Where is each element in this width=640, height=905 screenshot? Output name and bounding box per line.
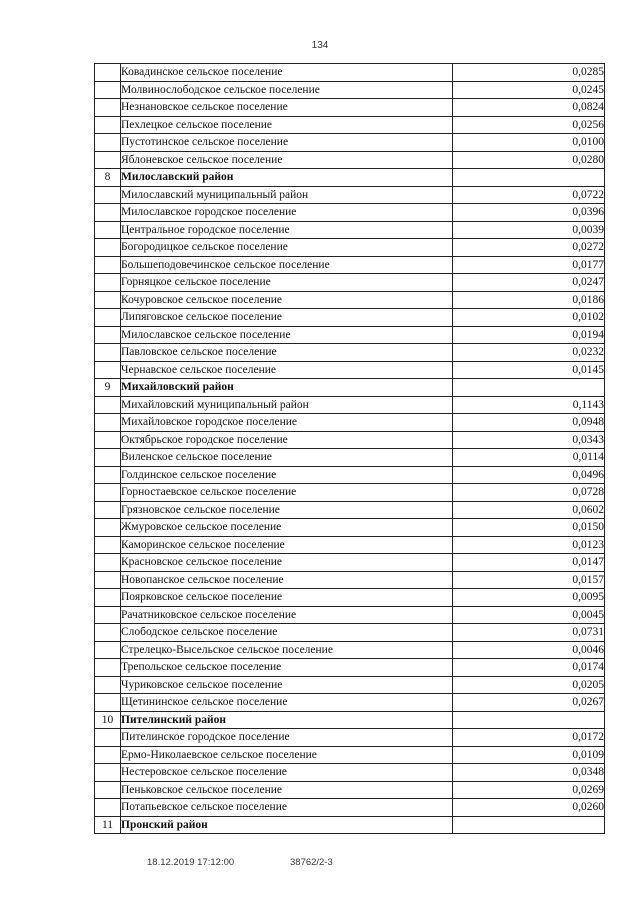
district-row xyxy=(95,711,605,729)
settlement-name: Потапьевское сельское поселение xyxy=(121,799,453,817)
coefficient-value: 0,0348 xyxy=(453,764,605,782)
row-number xyxy=(95,274,121,292)
table-row xyxy=(95,116,605,134)
district-row xyxy=(95,379,605,397)
coefficient-value xyxy=(453,711,605,729)
settlement-name: Молвинослободское сельское поселение xyxy=(121,81,453,99)
settlement-name: Чуриковское сельское поселение xyxy=(121,676,453,694)
settlement-name: Голдинское сельское поселение xyxy=(121,466,453,484)
settlement-name: Октябрьское городское поселение xyxy=(121,431,453,449)
settlement-name: Павловское сельское поселение xyxy=(121,344,453,362)
row-number xyxy=(95,484,121,502)
settlement-name: Пустотинское сельское поселение xyxy=(121,134,453,152)
table-row xyxy=(95,186,605,204)
coefficient-value: 0,0123 xyxy=(453,536,605,554)
settlement-name: Липяговское сельское поселение xyxy=(121,309,453,327)
table-row xyxy=(95,641,605,659)
settlement-name: Горняцкое сельское поселение xyxy=(121,274,453,292)
coefficient-value: 0,0150 xyxy=(453,519,605,537)
settlement-name: Пителинский район xyxy=(121,711,453,729)
coefficient-value: 0,0260 xyxy=(453,799,605,817)
table-row xyxy=(95,256,605,274)
table-row xyxy=(95,624,605,642)
settlement-name: Кочуровское сельское поселение xyxy=(121,291,453,309)
table-row xyxy=(95,484,605,502)
row-number xyxy=(95,519,121,537)
row-number xyxy=(95,554,121,572)
table-row xyxy=(95,466,605,484)
coefficient-value: 0,0147 xyxy=(453,554,605,572)
table-row xyxy=(95,449,605,467)
table-row xyxy=(95,221,605,239)
row-number xyxy=(95,151,121,169)
settlement-name: Слободское сельское поселение xyxy=(121,624,453,642)
coefficient-value: 0,0095 xyxy=(453,589,605,607)
settlement-name: Щетининское сельское поселение xyxy=(121,694,453,712)
row-number xyxy=(95,326,121,344)
row-number xyxy=(95,221,121,239)
row-number xyxy=(95,536,121,554)
coefficient-value: 0,0602 xyxy=(453,501,605,519)
settlement-name: Центральное городское поселение xyxy=(121,221,453,239)
table-row xyxy=(95,396,605,414)
row-number xyxy=(95,449,121,467)
row-number xyxy=(95,746,121,764)
coefficient-value: 0,0245 xyxy=(453,81,605,99)
row-number xyxy=(95,694,121,712)
settlement-name: Милославское сельское поселение xyxy=(121,326,453,344)
table-body xyxy=(95,64,605,834)
table-row xyxy=(95,764,605,782)
coefficient-value: 0,0269 xyxy=(453,781,605,799)
settlement-name: Пителинское городское поселение xyxy=(121,729,453,747)
table-row xyxy=(95,589,605,607)
coefficient-value: 0,0102 xyxy=(453,309,605,327)
settlement-name: Яблоневское сельское поселение xyxy=(121,151,453,169)
table-row xyxy=(95,134,605,152)
row-number xyxy=(95,606,121,624)
table-row xyxy=(95,204,605,222)
row-number xyxy=(95,641,121,659)
district-row xyxy=(95,169,605,187)
row-number xyxy=(95,466,121,484)
settlement-name: Михайловский район xyxy=(121,379,453,397)
settlement-name: Милославский район xyxy=(121,169,453,187)
table-row xyxy=(95,694,605,712)
row-number xyxy=(95,676,121,694)
table-row xyxy=(95,344,605,362)
table-row xyxy=(95,151,605,169)
settlement-name: Чернавское сельское поселение xyxy=(121,361,453,379)
settlement-name: Михайловский муниципальный район xyxy=(121,396,453,414)
row-number xyxy=(95,571,121,589)
row-number xyxy=(95,186,121,204)
table-row xyxy=(95,414,605,432)
row-number xyxy=(95,414,121,432)
row-number xyxy=(95,239,121,257)
settlement-name: Камоpинское сельское поселение xyxy=(121,536,453,554)
coefficient-value: 0,0145 xyxy=(453,361,605,379)
table-row xyxy=(95,361,605,379)
data-table xyxy=(94,63,605,834)
row-number xyxy=(95,624,121,642)
settlement-name: Красновское сельское поселение xyxy=(121,554,453,572)
row-number xyxy=(95,204,121,222)
settlement-name: Пехлецкое сельское поселение xyxy=(121,116,453,134)
row-number: 10 xyxy=(95,711,121,729)
coefficient-value: 0,0045 xyxy=(453,606,605,624)
row-number xyxy=(95,431,121,449)
row-number: 9 xyxy=(95,379,121,397)
table-row xyxy=(95,81,605,99)
table-row xyxy=(95,659,605,677)
row-number xyxy=(95,81,121,99)
settlement-name: Жмуровское сельское поселение xyxy=(121,519,453,537)
settlement-name: Пронский район xyxy=(121,816,453,834)
row-number xyxy=(95,116,121,134)
coefficient-value: 0,0186 xyxy=(453,291,605,309)
table-row xyxy=(95,554,605,572)
settlement-name: Трепольское сельское поселение xyxy=(121,659,453,677)
coefficient-value: 0,0114 xyxy=(453,449,605,467)
row-number xyxy=(95,256,121,274)
table-row xyxy=(95,606,605,624)
coefficient-value xyxy=(453,816,605,834)
coefficient-value: 0,0172 xyxy=(453,729,605,747)
coefficient-value: 0,0256 xyxy=(453,116,605,134)
coefficient-value: 0,0232 xyxy=(453,344,605,362)
coefficient-value: 0,0046 xyxy=(453,641,605,659)
row-number xyxy=(95,799,121,817)
table-row xyxy=(95,571,605,589)
coefficient-value: 0,0396 xyxy=(453,204,605,222)
settlement-name: Горностаевское сельское поселение xyxy=(121,484,453,502)
coefficient-value: 0,1143 xyxy=(453,396,605,414)
coefficient-value: 0,0948 xyxy=(453,414,605,432)
row-number xyxy=(95,781,121,799)
coefficient-value: 0,0280 xyxy=(453,151,605,169)
coefficient-value: 0,0100 xyxy=(453,134,605,152)
settlement-name: Ковадинское сельское поселение xyxy=(121,64,453,82)
table-row xyxy=(95,676,605,694)
table-row xyxy=(95,99,605,117)
coefficient-value: 0,0109 xyxy=(453,746,605,764)
row-number: 8 xyxy=(95,169,121,187)
table-row xyxy=(95,519,605,537)
row-number xyxy=(95,344,121,362)
row-number xyxy=(95,291,121,309)
table-row xyxy=(95,501,605,519)
table-row xyxy=(95,291,605,309)
footer-code: 38762/2-3 xyxy=(290,857,333,868)
coefficient-value: 0,0174 xyxy=(453,659,605,677)
district-row xyxy=(95,816,605,834)
row-number xyxy=(95,64,121,82)
row-number xyxy=(95,729,121,747)
row-number xyxy=(95,309,121,327)
coefficient-value: 0,0039 xyxy=(453,221,605,239)
table-row xyxy=(95,326,605,344)
coefficient-value xyxy=(453,379,605,397)
settlement-name: Стрелецко-Высельское сельское поселение xyxy=(121,641,453,659)
row-number xyxy=(95,764,121,782)
table-row xyxy=(95,431,605,449)
table-row xyxy=(95,309,605,327)
settlement-name: Михайловское городское поселение xyxy=(121,414,453,432)
settlement-name: Ермо-Николаевское сельское поселение xyxy=(121,746,453,764)
coefficient-value: 0,0731 xyxy=(453,624,605,642)
settlement-name: Нестеровское сельское поселение xyxy=(121,764,453,782)
settlement-name: Пеньковское сельское поселение xyxy=(121,781,453,799)
page-number: 134 xyxy=(311,40,329,51)
table-row xyxy=(95,239,605,257)
coefficient-value: 0,0247 xyxy=(453,274,605,292)
table-row xyxy=(95,729,605,747)
settlement-name: Грязновское сельское поселение xyxy=(121,501,453,519)
coefficient-value: 0,0496 xyxy=(453,466,605,484)
settlement-name: Милославское городское поселение xyxy=(121,204,453,222)
settlement-name: Рачатниковское сельское поселение xyxy=(121,606,453,624)
table-row xyxy=(95,536,605,554)
row-number xyxy=(95,589,121,607)
table-row xyxy=(95,64,605,82)
settlement-name: Виленское сельское поселение xyxy=(121,449,453,467)
settlement-name: Большеподовечинское сельское поселение xyxy=(121,256,453,274)
coefficient-value: 0,0194 xyxy=(453,326,605,344)
row-number xyxy=(95,134,121,152)
settlement-name: Незнановское сельское поселение xyxy=(121,99,453,117)
row-number xyxy=(95,659,121,677)
table-row xyxy=(95,746,605,764)
coefficient-value: 0,0267 xyxy=(453,694,605,712)
coefficient-value: 0,0272 xyxy=(453,239,605,257)
coefficient-value xyxy=(453,169,605,187)
row-number xyxy=(95,99,121,117)
coefficient-value: 0,0343 xyxy=(453,431,605,449)
settlement-name: Милославский муниципальный район xyxy=(121,186,453,204)
table-row xyxy=(95,274,605,292)
coefficient-value: 0,0205 xyxy=(453,676,605,694)
settlement-name: Новопанское сельское поселение xyxy=(121,571,453,589)
table-row xyxy=(95,799,605,817)
settlement-name: Поярковское сельское поселение xyxy=(121,589,453,607)
coefficient-value: 0,0177 xyxy=(453,256,605,274)
coefficient-value: 0,0722 xyxy=(453,186,605,204)
table-row xyxy=(95,781,605,799)
footer-date: 18.12.2019 17:12:00 xyxy=(147,857,235,868)
row-number xyxy=(95,501,121,519)
row-number xyxy=(95,396,121,414)
row-number: 11 xyxy=(95,816,121,834)
row-number xyxy=(95,361,121,379)
coefficient-value: 0,0285 xyxy=(453,64,605,82)
coefficient-value: 0,0824 xyxy=(453,99,605,117)
coefficient-value: 0,0157 xyxy=(453,571,605,589)
coefficient-value: 0,0728 xyxy=(453,484,605,502)
settlement-name: Богородицкое сельское поселение xyxy=(121,239,453,257)
